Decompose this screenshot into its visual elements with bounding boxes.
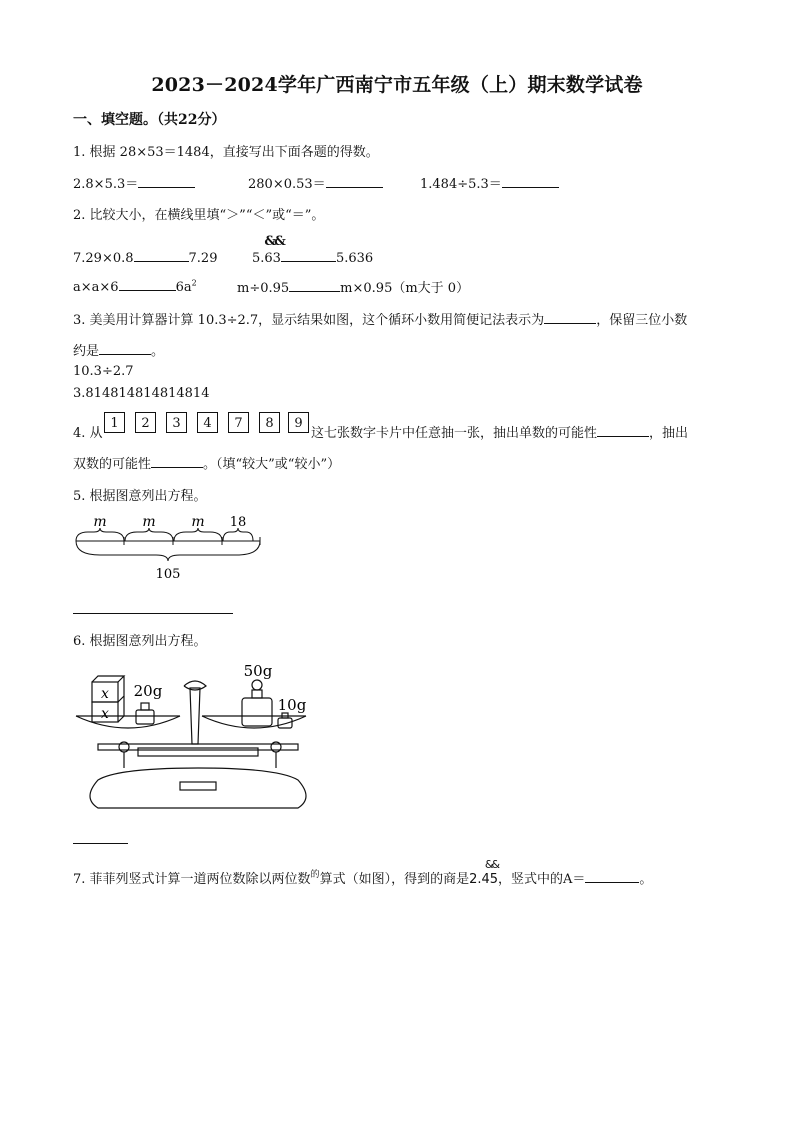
answer-blank[interactable] — [99, 341, 151, 355]
number-card-8: 8 — [259, 412, 280, 433]
answer-blank[interactable] — [502, 174, 559, 188]
segment-label-m: m — [142, 514, 156, 530]
scale-legs — [124, 752, 276, 768]
repeat-dots: && — [484, 858, 499, 871]
q4-line2-pre: 双数的可能性 — [73, 457, 152, 472]
repeat-dots: && — [264, 234, 284, 249]
segment-label-m: m — [191, 514, 205, 530]
answer-line[interactable] — [73, 843, 128, 844]
quotient-value — [469, 858, 499, 887]
q1-item-a-text: 2.8×5.3＝ — [73, 177, 139, 192]
page-title: 2023－2024学年广西南宁市五年级（上）期末数学试卷 — [151, 74, 643, 96]
answer-blank[interactable] — [289, 278, 340, 292]
weight-50g-knob — [252, 680, 262, 690]
weight-20g-icon — [136, 710, 154, 724]
segment-diagram — [60, 508, 280, 583]
q7-end: 。 — [639, 872, 653, 887]
q4-line1-rest — [311, 422, 688, 441]
scale-base — [90, 768, 306, 808]
q2-a-left: 7.29×0.8 — [73, 251, 134, 266]
beam-slider-track — [138, 748, 258, 756]
q1-item-a — [73, 173, 195, 192]
x-box-bottom-edges — [118, 696, 124, 722]
repeating-digits: 63 — [264, 251, 281, 266]
q2-c-right: 6a — [175, 280, 192, 295]
q7-pre: 7. 菲菲列竖式计算一道两位数除以两位数 — [73, 872, 311, 887]
q7-post: ，竖式中的A＝ — [498, 872, 586, 887]
q7-line — [73, 858, 653, 887]
q2-item-d — [237, 277, 469, 296]
q2-item-a — [73, 248, 217, 266]
answer-blank[interactable] — [119, 277, 176, 291]
number-card-9: 9 — [288, 412, 309, 433]
answer-blank[interactable] — [151, 454, 203, 468]
q2-stem: 2. 比较大小，在横线里填“＞”“＜”或“＝”。 — [73, 208, 325, 223]
q6-stem: 6. 根据图意列出方程。 — [73, 634, 207, 649]
number-card-2: 2 — [135, 412, 156, 433]
answer-blank[interactable] — [134, 248, 189, 262]
number-card-7: 7 — [228, 412, 249, 433]
q2-item-c — [73, 277, 197, 295]
q1-stem: 1. 根据 28×53＝1484，直接写出下面各题的得数。 — [73, 145, 379, 160]
q4-line1-post: ，抽出 — [649, 426, 689, 441]
weight-label-10g: 10g — [277, 696, 307, 714]
answer-blank[interactable] — [326, 174, 383, 188]
number-card-4: 4 — [197, 412, 218, 433]
q1-item-c-text: 1.484÷5.3＝ — [420, 177, 502, 192]
balance-scale-illustration — [68, 658, 318, 814]
pillar-top — [184, 681, 206, 690]
answer-line[interactable] — [73, 613, 233, 614]
q7-small-char: 的 — [310, 870, 320, 880]
q2-b-left: 5. — [252, 251, 265, 266]
q5-stem: 5. 根据图意列出方程。 — [73, 489, 207, 504]
box-label-x: x — [101, 686, 109, 702]
weight-20g-knob — [141, 703, 149, 710]
answer-blank[interactable] — [281, 248, 336, 262]
q4-line2-post: 。（填“较大”或“较小”） — [203, 457, 341, 472]
q1-item-b — [248, 173, 383, 192]
weight-50g-icon — [242, 698, 272, 726]
center-pillar — [190, 688, 200, 744]
weight-10g-icon — [278, 718, 292, 728]
weight-label-20g: 20g — [133, 682, 163, 700]
bottom-brace — [76, 541, 260, 561]
q7-mid: 算式（如图），得到的商是 — [319, 872, 470, 887]
weight-label-50g: 50g — [243, 662, 273, 680]
q3-line1 — [73, 309, 687, 328]
q2-a-right: 7.29 — [188, 251, 218, 266]
answer-blank[interactable] — [138, 174, 195, 188]
segment-label-m: m — [93, 514, 107, 530]
q1-item-b-text: 280×0.53＝ — [248, 177, 326, 192]
section-heading: 一、填空题。（共22分） — [73, 112, 226, 128]
calculator-display-expression: 10.3÷2.7 — [73, 364, 134, 379]
total-label: 105 — [155, 567, 181, 582]
exponent: 2 — [191, 278, 197, 288]
q1-item-c — [420, 173, 559, 192]
answer-blank[interactable] — [597, 423, 649, 437]
q2-d-right: m×0.95（m大于 0） — [340, 281, 470, 296]
q3-line1-post: ，保留三位小数 — [596, 313, 688, 328]
q4-line1-mid: 这七张数字卡片中任意抽一张，抽出单数的可能性 — [311, 426, 598, 441]
q4-line2 — [73, 453, 340, 472]
q3-line2-post: 。 — [151, 344, 165, 359]
q2-item-b — [252, 234, 374, 266]
calculator-display-result: 3.814814814814814 — [73, 386, 210, 401]
q3-line2 — [73, 340, 164, 359]
q2-b-right: 5.636 — [335, 251, 374, 266]
q3-line1-pre: 3. 美美用计算器计算 10.3÷2.7，显示结果如图，这个循环小数用简便记法表示为 — [73, 313, 545, 328]
number-card-1: 1 — [104, 412, 125, 433]
answer-blank[interactable] — [585, 869, 639, 883]
q3-line2-pre: 约是 — [73, 344, 100, 359]
quotient-digits: 2.45 — [469, 872, 499, 887]
base-label-plate — [180, 782, 216, 790]
segment-label-18: 18 — [229, 515, 247, 530]
weight-50g-neck — [252, 690, 262, 698]
number-card-3: 3 — [166, 412, 187, 433]
box-label-x: x — [101, 706, 109, 722]
q2-c-left: a×a×6 — [73, 280, 119, 295]
q2-d-left: m÷0.95 — [237, 281, 290, 296]
q4-prefix: 4. 从 — [73, 426, 103, 441]
answer-blank[interactable] — [544, 310, 596, 324]
repeating-decimal — [264, 234, 284, 266]
